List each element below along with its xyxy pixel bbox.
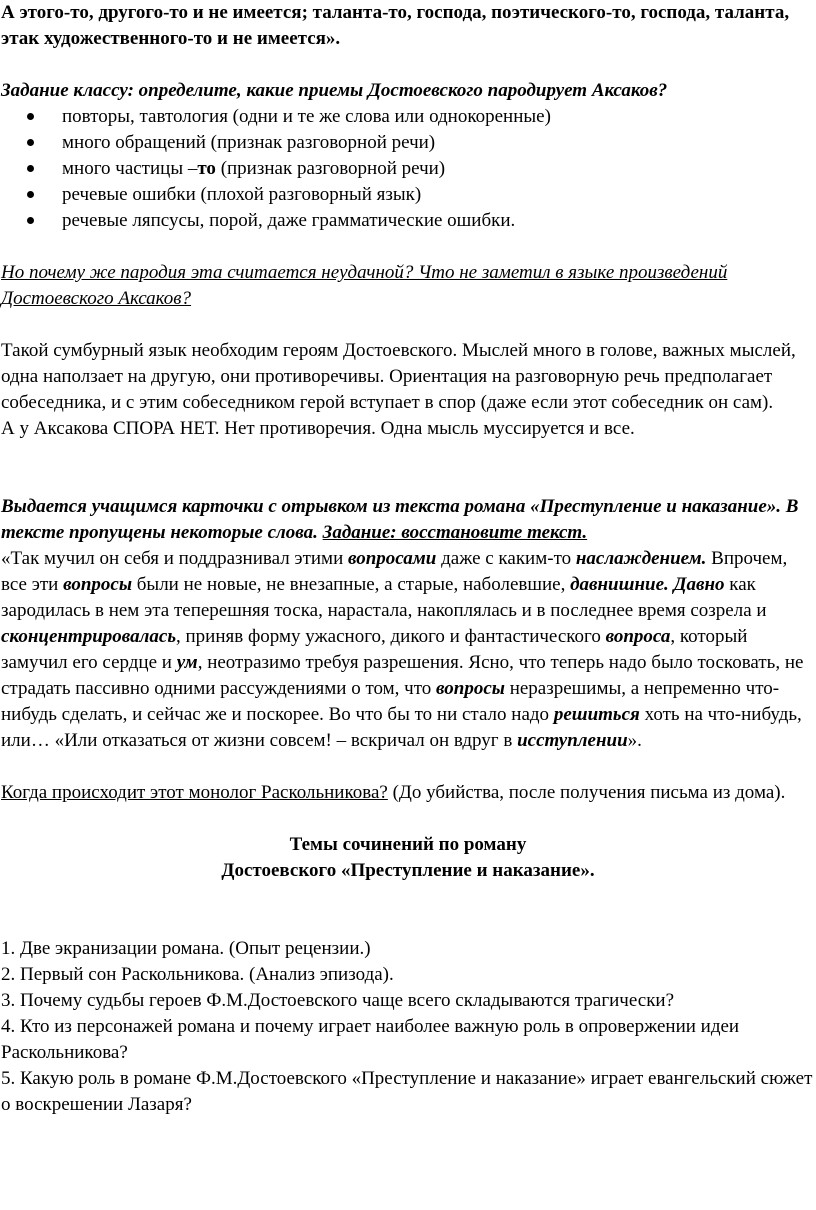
answer2-paragraph: Такой сумбурный язык необходим героям Достоевского. Мыслей много в голове, важных мыслей, одна наползает на другую, они противоречивы. Ориентация на разговорную речь предполагает собеседника, и с этим собеседником герой вступает в спор (даже если этот собеседник он сам).: [1, 340, 796, 413]
excerpt-keyword: исступлении: [517, 730, 628, 751]
spacer: [1, 754, 815, 780]
topic-item: 3. Почему судьбы героев Ф.М.Достоевского чаще всего складываются трагически?: [1, 990, 675, 1011]
excerpt-keyword: Давно: [673, 574, 725, 595]
spacer: [1, 806, 815, 832]
topics-heading: Достоевского «Преступление и наказание».: [221, 860, 595, 881]
excerpt-keyword: вопросы: [63, 574, 133, 595]
topic-item: 2. Первый сон Раскольникова. (Анализ эпизода).: [1, 964, 394, 985]
excerpt-text: даже с каким-то: [436, 548, 576, 569]
bullet-icon: [27, 139, 34, 146]
task1-bullet-item: [1, 104, 815, 130]
bullet-icon: [27, 113, 34, 120]
topic-item: 1. Две экранизации романа. (Опыт рецензии.): [1, 938, 371, 959]
question3-paragraph: [1, 780, 815, 806]
bullet-text: (признак разговорной речи): [215, 158, 446, 179]
bullet-icon: [27, 165, 34, 172]
excerpt-text: неразрешимы, а непременно что-нибудь сделать, и сейчас же и поскорее. Во что бы то ни стало надо: [1, 678, 780, 725]
topics-heading: Темы сочинений по роману: [289, 834, 527, 855]
card-task-intro: Выдается учащимся карточки с отрывком из текста романа «Преступление и наказание». В тексте пропущены некоторые слова.: [1, 496, 799, 543]
bullet-text: повторы, тавтология (одни и те же слова или однокоренные): [62, 106, 551, 127]
topic-item: 4. Кто из персонажей романа и почему играет наиболее важную роль в опровержении идеи Раскольникова?: [1, 1016, 740, 1063]
bullet-text: много обращений (признак разговорной речи): [62, 132, 436, 153]
excerpt-keyword: вопросы: [436, 678, 505, 699]
intro-text: А этого-то, другого-то и не имеется; таланта-то, господа, поэтического-то, господа, таланта, этак художественного-то и не имеется».: [1, 2, 790, 49]
excerpt-text: , неотразимо требуя разрешения. Ясно, что теперь надо было тосковать, не страдать пассивно одними рассуждениями о том, что: [1, 652, 804, 699]
card-task-paragraph: [1, 494, 815, 546]
excerpt-text: были не новые, не внезапные, а старые, наболевшие,: [132, 574, 571, 595]
excerpt-text: «Так мучил он себя и поддразнивал этими: [1, 548, 348, 569]
excerpt-text: , приняв форму ужасного, дикого и фантастического: [176, 626, 606, 647]
spacer: [1, 468, 815, 494]
bullet-text-bold-particle: то: [197, 158, 216, 179]
task1-question: Задание классу: определите, какие приемы Достоевского пародирует Аксаков?: [1, 80, 668, 101]
bullet-text: много частицы –: [62, 158, 198, 179]
excerpt-keyword: давнишние.: [570, 574, 669, 595]
excerpt-text: Впрочем, все эти: [1, 548, 788, 595]
spacer: [1, 312, 815, 338]
bullet-icon: [27, 191, 34, 198]
spacer: [1, 884, 815, 910]
answer2-paragraph: А у Аксакова СПОРА НЕТ. Нет противоречия. Одна мысль муссируется и все.: [1, 418, 635, 439]
spacer: [1, 442, 815, 468]
task1-bullet-item: [1, 208, 815, 234]
spacer: [1, 234, 815, 260]
topic-item: 5. Какую роль в романе Ф.М.Достоевского «Преступление и наказание» играет евангельский сюжет о воскрешении Лазаря?: [1, 1068, 813, 1115]
task1-bullet-item: [1, 156, 815, 182]
question3-answer: (До убийства, после получения письма из дома).: [387, 782, 786, 803]
excerpt-keyword: решиться: [553, 704, 640, 725]
excerpt-paragraph: [1, 546, 815, 754]
spacer: [1, 910, 815, 936]
excerpt-text: , который замучил его сердце и: [1, 626, 748, 673]
excerpt-keyword: ум: [176, 652, 198, 673]
question2-text: Но почему же пародия эта считается неудачной? Что не заметил в языке произведений Достоевского Аксаков?: [1, 262, 728, 309]
excerpt-keyword: вопроса: [605, 626, 671, 647]
excerpt-keyword: вопросами: [348, 548, 437, 569]
task1-bullet-item: [1, 130, 815, 156]
card-task-assignment: Задание: восстановите текст.: [322, 522, 588, 543]
task1-bullet-list: [1, 104, 815, 234]
excerpt-text: ».: [627, 730, 642, 751]
question3-text: Когда происходит этот монолог Раскольникова?: [1, 782, 388, 803]
bullet-text: речевые ляпсусы, порой, даже грамматические ошибки.: [62, 210, 516, 231]
spacer: [1, 52, 815, 78]
excerpt-keyword: сконцентрировалась: [1, 626, 177, 647]
bullet-text: речевые ошибки (плохой разговорный язык): [62, 184, 422, 205]
bullet-icon: [27, 217, 34, 224]
excerpt-text: хоть на что-нибудь, или… «Или отказаться от жизни совсем! – вскричал он вдруг в: [1, 704, 802, 751]
excerpt-text: как зародилась в нем эта теперешняя тоска, нарастала, накоплялась и в последнее время созрела и: [1, 574, 767, 621]
task1-bullet-item: [1, 182, 815, 208]
excerpt-keyword: наслаждением.: [575, 548, 707, 569]
